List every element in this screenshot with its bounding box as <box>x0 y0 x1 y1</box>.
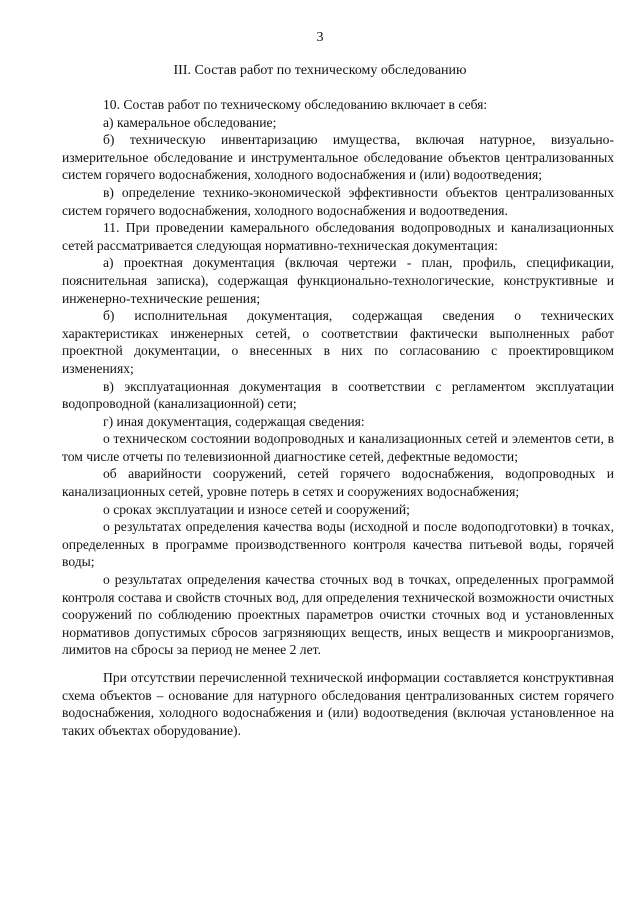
clause-10-item-b: б) техническую инвентаризацию имущества, включая натурное, визуально-измерительное обследование и инструментальное обследование объектов централизованных систем горячего водоснабжения, холодного водоснабжения и (или) водоотведения; <box>62 132 614 183</box>
info-water-quality: о результатах определения качества воды (исходной и после водоподготовки) в точках, определенных в программе производственного контроля качества питьевой воды, горячей воды; <box>62 519 614 570</box>
clause-11-item-a: а) проектная документация (включая чертежи - план, профиль, спецификации, пояснительная записка), содержащая функционально-технологические, конструктивные и инженерно-технические решения; <box>62 255 614 306</box>
clause-11-item-v: в) эксплуатационная документация в соответствии с регламентом эксплуатации водопроводной (канализационной) сети; <box>62 378 614 412</box>
clause-10-item-a: а) камеральное обследование; <box>103 114 277 130</box>
clause-11-item-g: г) иная документация, содержащая сведения: <box>103 413 365 429</box>
info-accidents: об аварийности сооружений, сетей горячего водоснабжения, водопроводных и канализационных сетей, уровне потерь в сетях и сооружениях водоснабжения; <box>62 466 614 500</box>
section-heading: III. Состав работ по техническому обследованию <box>173 63 467 78</box>
closing-paragraph: При отсутствии перечисленной технической информации составляется конструктивная схема объектов – основание для натурного обследования централизованных систем горячего водоснабжения, холодного водоснабжения и (или) водоотведения (включая установленное на таких объектах оборудование). <box>62 670 614 738</box>
section-body <box>62 96 614 739</box>
info-service-life: о сроках эксплуатации и износе сетей и сооружений; <box>103 501 410 517</box>
page-number: 3 <box>316 30 324 45</box>
clause-11-intro: 11. При проведении камерального обследования водопроводных и канализационных сетей рассматривается следующая нормативно-техническая документация: <box>62 220 614 253</box>
clause-10-item-v: в) определение технико-экономической эффективности объектов централизованных систем горячего водоснабжения, холодного водоснабжения и водоотведения. <box>62 184 614 218</box>
clause-11-item-b: б) исполнительная документация, содержащая сведения о технических характеристиках инженерных сетей, о соответствии фактически выполненных работ проектной документации, о внесенных в них по согласованию с проектировщиком изменениях; <box>62 308 614 376</box>
clause-10-intro: 10. Состав работ по техническому обследованию включает в себя: <box>103 97 488 112</box>
info-technical-state: о техническом состоянии водопроводных и канализационных сетей и элементов сети, в том числе отчеты по телевизионной диагностике сетей, дефектные ведомости; <box>62 431 614 464</box>
info-wastewater-quality: о результатах определения качества сточных вод в точках, определенных программой контроля состава и свойств сточных вод, для определения технической возможности очистных сооружений по соблюдению проектных параметров очистки сточных вод и установленных нормативов допустимых сбросов загрязняющих веществ, иных веществ и микроорганизмов, лимитов на сбросы за период не менее 2 лет. <box>62 572 614 658</box>
